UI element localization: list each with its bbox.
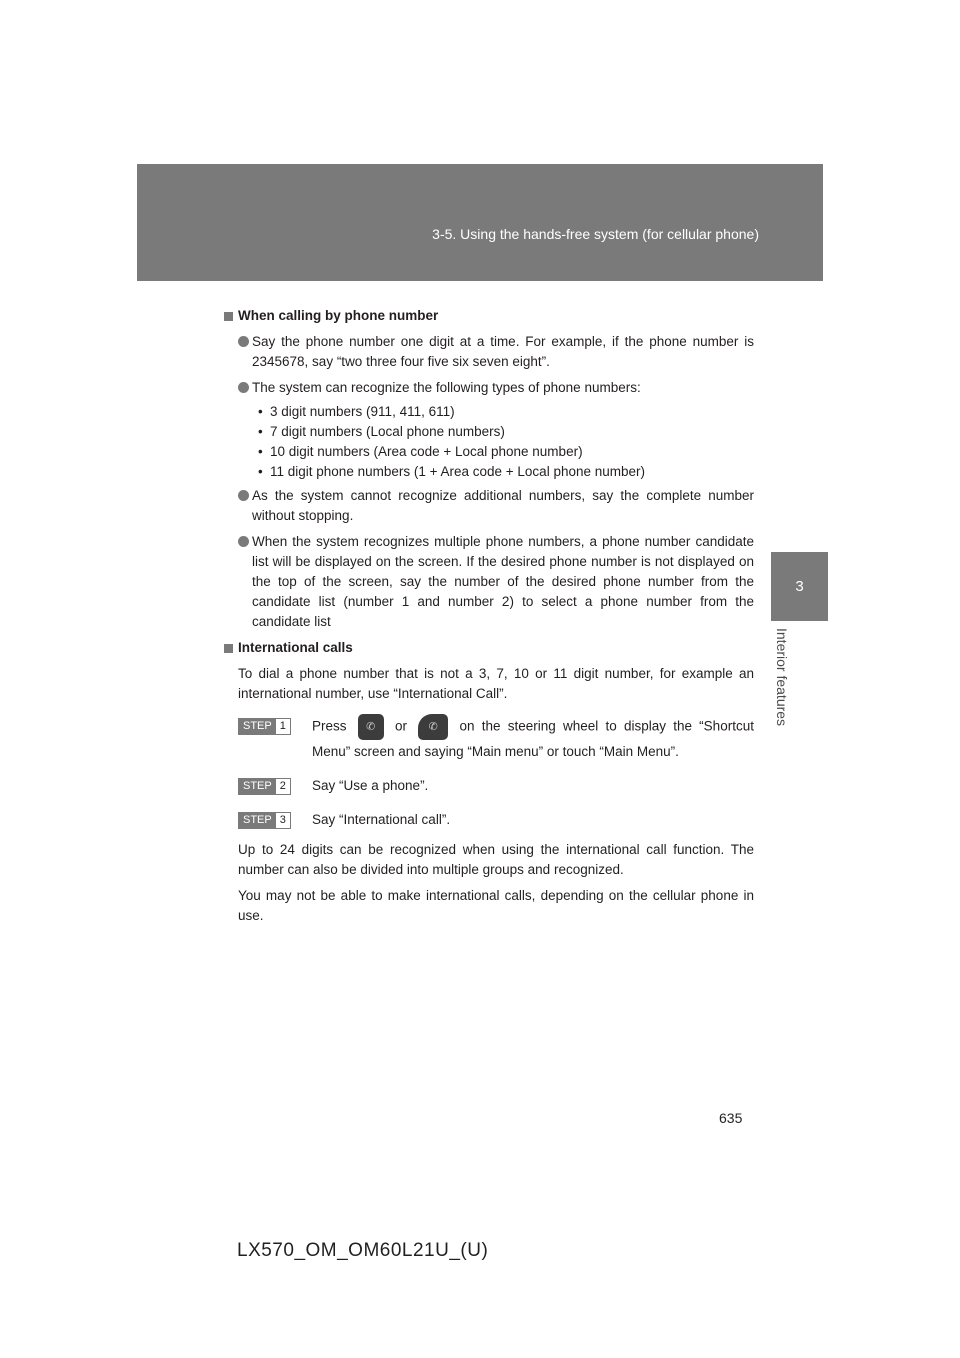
circle-bullet-icon: [238, 336, 249, 347]
square-bullet-icon: [224, 644, 233, 653]
list-item: • 7 digit numbers (Local phone numbers): [258, 422, 754, 442]
section-title: 3-5. Using the hands-free system (for cellular phone): [432, 226, 759, 242]
chapter-number: 3: [795, 578, 804, 595]
list-item: Say the phone number one digit at a time. For example, if the phone number is 2345678, say “two three four five six seven eight”.: [224, 332, 754, 372]
chapter-label: Interior features: [774, 628, 790, 727]
circle-bullet-icon: [238, 490, 249, 501]
list-item: • 10 digit numbers (Area code + Local phone number): [258, 442, 754, 462]
list-item: • 3 digit numbers (911, 411, 611): [258, 402, 754, 422]
phone-talk-alt-icon: ✆: [418, 714, 448, 740]
intro-paragraph: To dial a phone number that is not a 3, 7, 10 or 11 digit number, for example an international number, use “International Call”.: [238, 666, 754, 701]
page-content: [224, 306, 754, 932]
chapter-tab: [771, 552, 828, 621]
phone-talk-icon: ✆: [358, 714, 384, 740]
page-number: 635: [719, 1110, 743, 1126]
list-item: The system can recognize the following types of phone numbers:: [224, 378, 754, 398]
circle-bullet-icon: [238, 536, 249, 547]
step-3: STEP 3 Say “International call”.: [238, 808, 754, 832]
note-paragraph: You may not be able to make international calls, depending on the cellular phone in use.: [238, 888, 754, 923]
subsection-heading: International calls: [224, 638, 754, 658]
subsection-heading: When calling by phone number: [224, 306, 754, 326]
list-item: When the system recognizes multiple phone numbers, a phone number candidate list will be displayed on the screen. If the desired phone number is not displayed on the top of the screen, say the number of the desired phone number from the candidate list (number 1 and number 2) to select a phone number from the candidate list: [224, 532, 754, 632]
chapter-header-band: [137, 164, 823, 281]
step-badge: STEP 3: [238, 812, 291, 829]
list-item: As the system cannot recognize additional numbers, say the complete number without stopping.: [224, 486, 754, 526]
list-item: • 11 digit phone numbers (1 + Area code + Local phone number): [258, 462, 754, 482]
document-code: LX570_OM_OM60L21U_(U): [237, 1240, 489, 1261]
square-bullet-icon: [224, 312, 233, 321]
step-badge: STEP 2: [238, 778, 291, 795]
number-types-list: [224, 402, 754, 482]
step-1: STEP 1 Press ✆ or ✆ on the steering wheel to display the “Shortcut Menu” screen and saying “Main menu” or touch “Main Menu”.: [238, 714, 754, 764]
step-2: STEP 2 Say “Use a phone”.: [238, 774, 754, 798]
circle-bullet-icon: [238, 382, 249, 393]
note-paragraph: Up to 24 digits can be recognized when using the international call function. The number can also be divided into multiple groups and recognized.: [238, 842, 754, 877]
step-badge: STEP 1: [238, 718, 291, 735]
